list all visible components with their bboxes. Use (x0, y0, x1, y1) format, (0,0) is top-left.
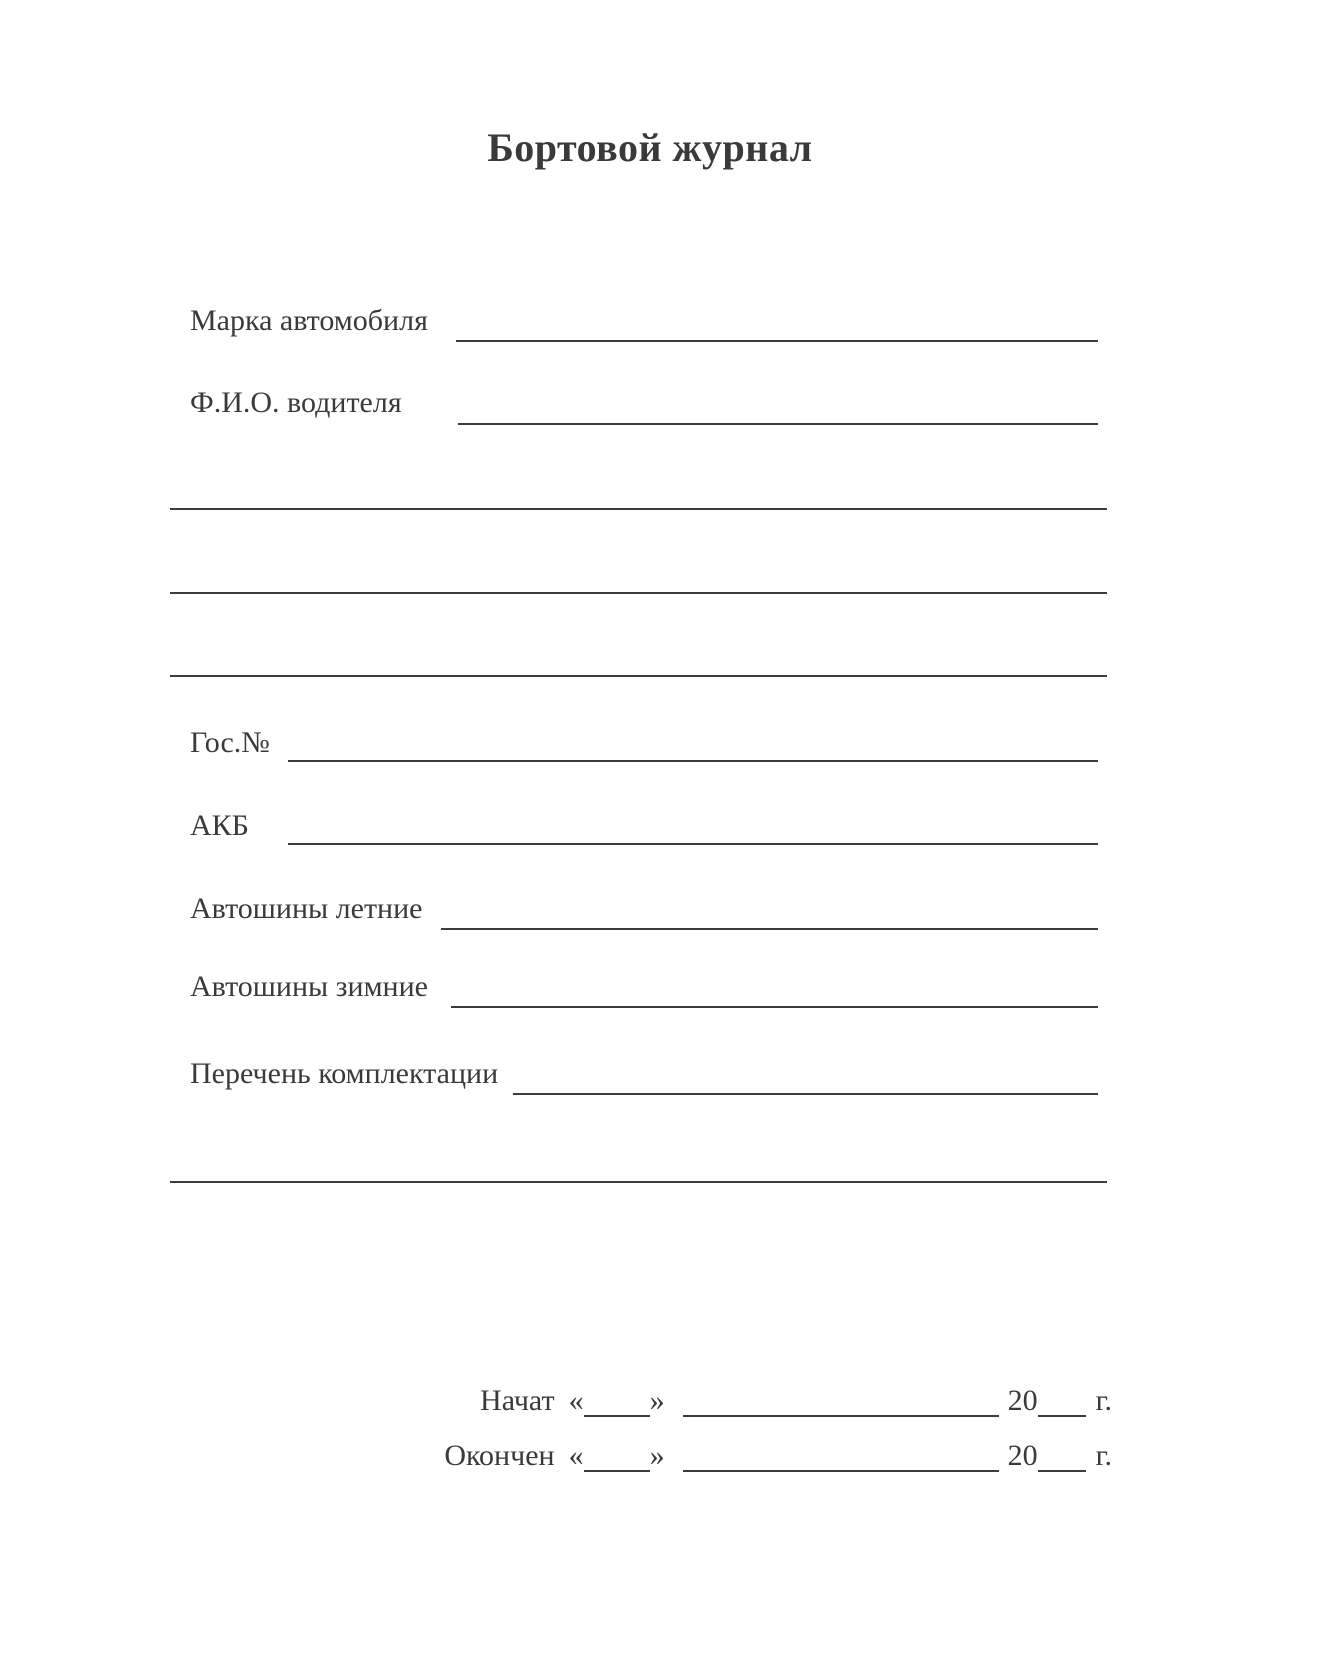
open-quote: « (568, 1384, 584, 1417)
field-label-winter-tires: Автошины зимние (190, 970, 428, 1003)
field-line-winter-tires[interactable] (451, 1006, 1098, 1008)
started-year-prefix: 20 (1007, 1384, 1038, 1417)
field-line-state-number[interactable] (288, 760, 1098, 762)
footer-row-started (480, 1384, 1112, 1418)
finished-day-blank-line[interactable] (584, 1468, 650, 1472)
field-line-car-make[interactable] (456, 340, 1098, 342)
finished-year-suffix: г. (1095, 1439, 1112, 1472)
started-year-blank-line[interactable] (1038, 1413, 1086, 1417)
footer-label-started: Начат (480, 1384, 555, 1417)
field-label-state-number: Гос.№ (190, 726, 270, 759)
field-label-driver-name: Ф.И.О. водителя (190, 386, 402, 419)
field-line-equipment-list[interactable] (513, 1093, 1098, 1095)
finished-month-blank-line[interactable] (683, 1468, 999, 1472)
writein-line-2[interactable] (170, 592, 1107, 594)
close-quote: » (649, 1384, 665, 1417)
page-title: Бортовой журнал (487, 125, 813, 170)
footer-row-finished (444, 1439, 1112, 1473)
footer-label-finished: Окончен (444, 1439, 555, 1472)
writein-line-3[interactable] (170, 675, 1107, 677)
field-line-driver-name[interactable] (458, 423, 1098, 425)
writein-line-4[interactable] (170, 1181, 1107, 1183)
open-quote: « (568, 1439, 584, 1472)
field-label-car-make: Марка автомобиля (190, 304, 428, 337)
field-line-battery[interactable] (288, 843, 1098, 845)
started-day-blank-line[interactable] (584, 1413, 650, 1417)
finished-year-prefix: 20 (1007, 1439, 1038, 1472)
close-quote: » (649, 1439, 665, 1472)
field-label-equipment-list: Перечень комплектации (190, 1057, 499, 1090)
field-label-summer-tires: Автошины летние (190, 892, 423, 925)
started-year-suffix: г. (1095, 1384, 1112, 1417)
finished-year-blank-line[interactable] (1038, 1468, 1086, 1472)
field-label-battery: АКБ (190, 809, 249, 842)
field-line-summer-tires[interactable] (441, 928, 1098, 930)
started-month-blank-line[interactable] (683, 1413, 999, 1417)
writein-line-1[interactable] (170, 508, 1107, 510)
